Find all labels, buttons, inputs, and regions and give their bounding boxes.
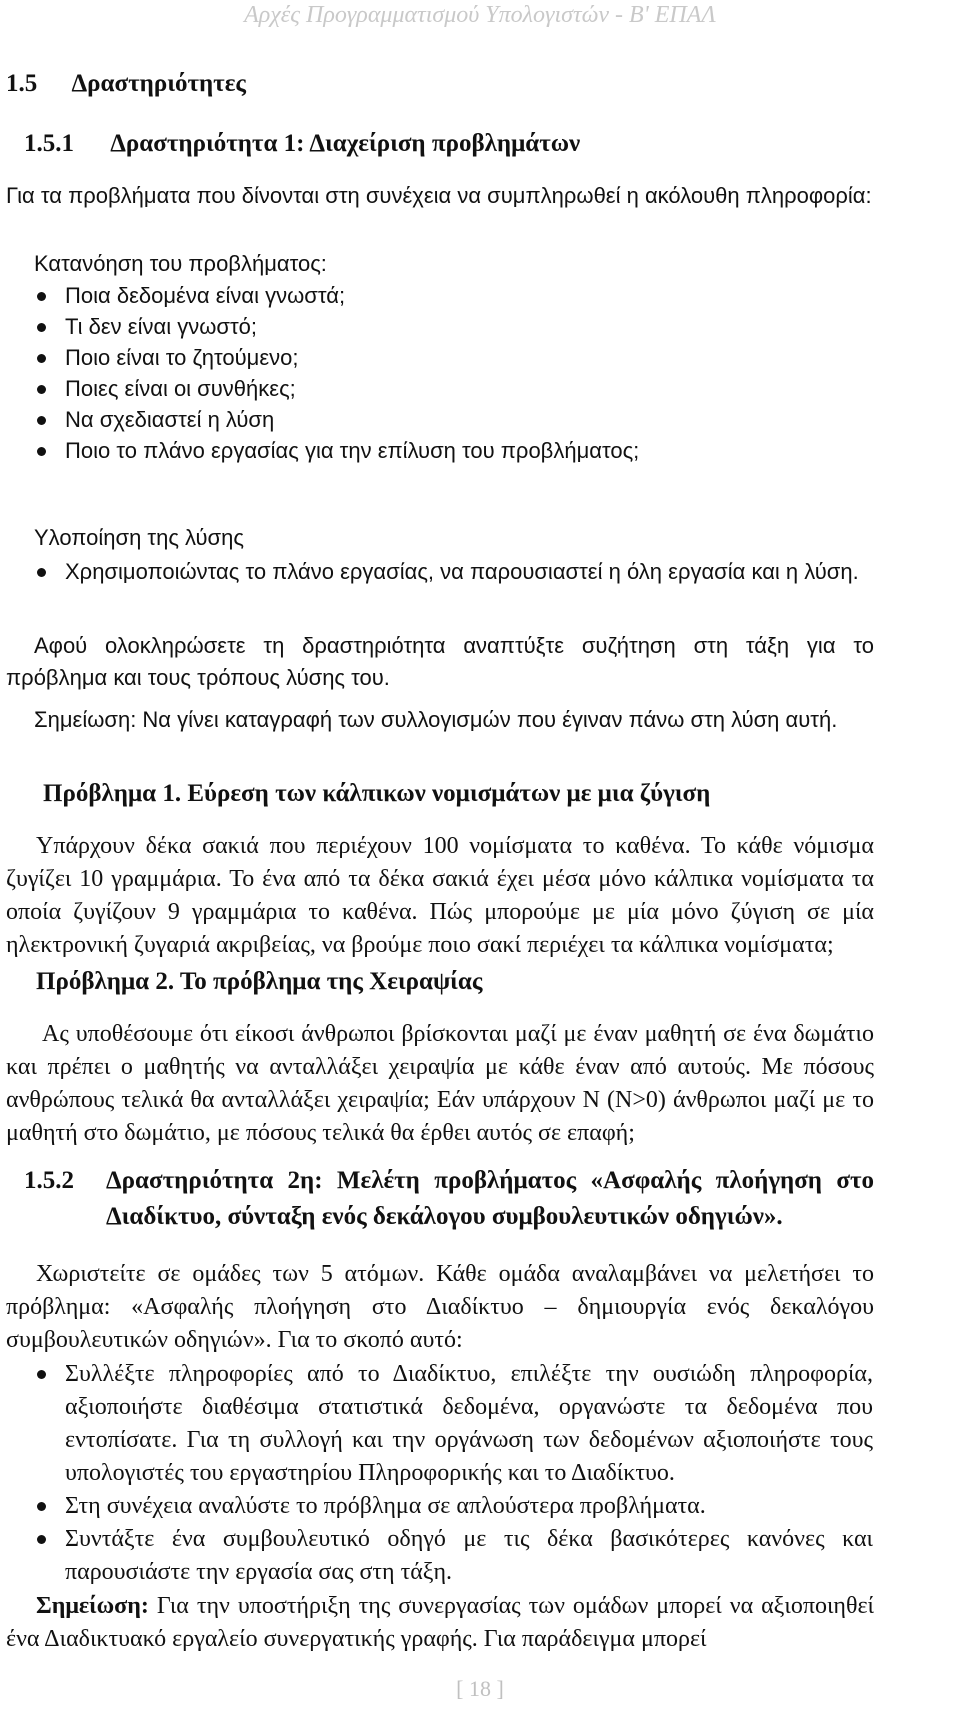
bullet-icon <box>37 416 46 425</box>
list-item: Ποιες είναι οι συνθήκες; <box>0 373 960 404</box>
understanding-label: Κατανόηση του προβλήματος: <box>34 251 327 276</box>
implementation-label: Υλοποίηση της λύσης <box>34 525 244 550</box>
bullet-icon <box>37 1370 46 1379</box>
bullet-icon <box>37 1535 46 1544</box>
activity2-list <box>0 1358 960 1589</box>
list-item: Ποιο είναι το ζητούμενο; <box>0 342 960 373</box>
bullet-icon <box>37 568 46 577</box>
problem1-title: Πρόβλημα 1. Εύρεση των κάλπικων νομισμάτων με μια ζύγιση <box>43 780 711 807</box>
note-paragraph: Σημείωση: Να γίνει καταγραφή των συλλογισμών που έγιναν πάνω στη λύση αυτή. <box>34 707 838 732</box>
activity1-intro: Για τα προβλήματα που δίνονται στη συνέχεια να συμπληρωθεί η ακόλουθη πληροφορία: <box>6 183 872 208</box>
bullet-icon <box>37 354 46 363</box>
list-item: Να σχεδιαστεί η λύση <box>0 404 960 435</box>
list-item: Στη συνέχεια αναλύστε το πρόβλημα σε απλούστερα προβλήματα. <box>65 1490 873 1523</box>
activity2-note <box>6 1590 874 1656</box>
note-label: Σημείωση: <box>36 1593 149 1619</box>
activity2-number: 1.5.2 <box>24 1167 74 1194</box>
bullet-icon <box>37 385 46 394</box>
activity2-intro: Χωριστείτε σε ομάδες των 5 ατόμων. Κάθε ομάδα αναλαμβάνει να μελετήσει το πρόβλημα: «Ασφαλής πλοήγηση στο Διαδίκτυο – δημιουργία ενός δεκαλόγου συμβουλευτικών οδηγιών». Για το σκοπό αυτό: <box>6 1261 874 1353</box>
section-title: Δραστηριότητες <box>71 70 246 97</box>
list-item: Ποιο το πλάνο εργασίας για την επίλυση του προβλήματος; <box>0 435 960 466</box>
bullet-icon <box>37 447 46 456</box>
activity1-number: 1.5.1 <box>24 130 74 157</box>
problem2-text: Ας υποθέσουμε ότι είκοσι άνθρωποι βρίσκονται μαζί με έναν μαθητή σε ένα δωμάτιο και πρέπει ο μαθητής να ανταλλάξει χειραψία με κάθε έναν από αυτούς. Με πόσους ανθρώπους τελικά θα ανταλλάξει χειραψία; Εάν υπάρχουν Ν (Ν>0) άνθρωποι μαζί με το μαθητή στο δωμάτιο, με πόσους τελικά θα έρθει αυτός σε επαφή; <box>6 1021 874 1146</box>
note-text: Για την υποστήριξη της συνεργασίας των ομάδων μπορεί να αξιοποιηθεί ένα Διαδικτυακό εργαλείο συνεργατικής γραφής. Για παράδειγμα μπορεί <box>6 1593 874 1652</box>
list-item: Συντάξτε ένα συμβουλευτικό οδηγό με τις δέκα βασικότερες κανόνες και παρουσιάστε την εργασία σας στη τάξη. <box>65 1523 873 1589</box>
problem1-text: Υπάρχουν δέκα σακιά που περιέχουν 100 νομίσματα το καθένα. Το κάθε νόμισμα ζυγίζει 10 γραμμάρια. Το ένα από τα δέκα σακιά έχει μέσα μόνο κάλπικα νομίσματα τα οποία ζυγίζουν 9 γραμμάρια το καθένα. Πώς μπορούμε με μία μόνο ζύγιση σε μία ηλεκτρονική ζυγαριά ακριβείας, να βρούμε ποιο σακί περιέχει τα κάλπικα νομίσματα; <box>6 833 874 958</box>
problem2-title: Πρόβλημα 2. Το πρόβλημα της Χειραψίας <box>36 968 483 995</box>
bullet-icon <box>37 1502 46 1511</box>
list-item: Τι δεν είναι γνωστό; <box>0 311 960 342</box>
page-number: [ 18 ] <box>456 1676 504 1701</box>
implementation-item: Χρησιμοποιώντας το πλάνο εργασίας, να παρουσιαστεί η όλη εργασία και η λύση. <box>65 556 873 588</box>
activity1-title: Δραστηριότητα 1: Διαχείριση προβλημάτων <box>110 130 581 157</box>
activity2-heading <box>24 1163 874 1235</box>
section-number: 1.5 <box>6 70 38 97</box>
list-item: Συλλέξτε πληροφορίες από το Διαδίκτυο, επιλέξτε την ουσιώδη πληροφορία, αξιοποιήστε διαθέσιμα στατιστικά δεδομένα, οργανώστε τα δεδομένα που εντοπίσατε. Για τη συλλογή και την οργάνωση των δεδομένων αξιοποιήστε τους υπολογιστές του εργαστηρίου Πληροφορικής και το Διαδίκτυο. <box>65 1358 873 1490</box>
activity2-title: Δραστηριότητα 2η: Μελέτη προβλήματος «Ασφαλής πλοήγηση στο Διαδίκτυο, σύνταξη ενός δεκάλογου συμβουλευτικών οδηγιών». <box>106 1167 874 1230</box>
discussion-paragraph: Αφού ολοκληρώσετε τη δραστηριότητα αναπτύξτε συζήτηση στη τάξη για το πρόβλημα και τους τρόπους λύσης του. <box>6 633 874 690</box>
bullet-icon <box>37 292 46 301</box>
bullet-icon <box>37 323 46 332</box>
list-item: Ποια δεδομένα είναι γνωστά; <box>0 280 960 311</box>
understanding-list <box>0 280 960 466</box>
running-header: Αρχές Προγραμματισμού Υπολογιστών - Β' ΕΠΑΛ <box>244 2 716 28</box>
activity1-heading <box>24 130 580 158</box>
section-heading <box>6 70 246 98</box>
